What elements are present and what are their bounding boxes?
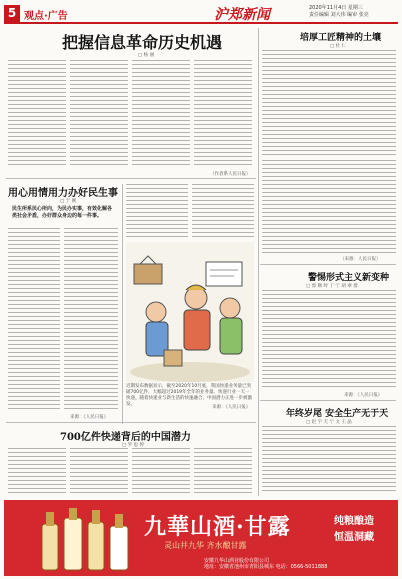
right-article-1-source: （来源：人民日报） xyxy=(340,257,381,262)
bottom-article-title: 700亿件快递背后的中国潜力 xyxy=(60,432,191,443)
ad-side-line-2: 恒温洞藏 xyxy=(334,532,374,543)
bottom-article-col-1 xyxy=(8,448,66,494)
main-article-col-1 xyxy=(8,60,66,168)
right-article-2-byline: □ 郭 顺 时 丁 宁 胡 翠 群 xyxy=(306,284,358,289)
illustration-caption: 近期发布数据显示，截至2020年10月底，我国快递业务量已突破700亿件，大幅超过2019年全年的业务量。快递行业一天一快递。随着快递业与新生活的快速融合，中国潜力正进一步被激发。 xyxy=(126,384,252,407)
bottom-article-col-4 xyxy=(194,448,252,494)
bottles-image xyxy=(34,506,134,574)
main-article-col-4 xyxy=(194,60,252,168)
right-article-2-text xyxy=(262,290,396,390)
left-article-col-2 xyxy=(64,228,118,412)
right-article-2-source: 来源：《人民日报》 xyxy=(344,393,383,398)
divider xyxy=(260,400,396,401)
ad-side-line-1: 纯粮酿造 xyxy=(334,516,374,527)
right-article-3-text xyxy=(262,426,396,494)
main-article-source: （作者系人民日报） xyxy=(210,172,251,177)
main-article-title: 把握信息革命历史机遇 xyxy=(62,33,223,52)
column-divider xyxy=(258,28,259,496)
bottom-article-byline: □ 罗 思 婷 xyxy=(122,443,145,448)
right-article-2-title: 警惕形式主义新变种 xyxy=(308,273,390,283)
page-header xyxy=(4,4,398,24)
middle-article-source: 来源：《人民日报》 xyxy=(212,405,251,410)
editor-line: 责任编辑 刘大伟 编审 张亮 xyxy=(309,12,369,18)
liquor-advertisement[interactable] xyxy=(4,500,398,576)
ad-brand: 九華山酒·甘露 xyxy=(144,514,291,540)
left-article-byline: □ 于 刚 xyxy=(60,199,77,204)
left-article-source: 来源：《人民日报》 xyxy=(70,415,109,420)
cartoon-illustration xyxy=(126,242,254,382)
divider xyxy=(6,178,256,179)
ad-slogan: 灵山井九华 齐水酿甘露 xyxy=(164,541,247,550)
middle-article-text-top xyxy=(126,184,188,238)
right-article-3-byline: □ 赵 宇 天 宁 文 王 晶 xyxy=(306,420,352,425)
right-article-1-text-2 xyxy=(262,160,396,254)
ad-company-address: 地址：安徽省池州市青阳县城东 电话：0566-5011888 xyxy=(204,564,328,570)
right-article-1-text xyxy=(262,50,396,156)
divider xyxy=(260,264,396,265)
main-article-byline: □ 杨 丽 xyxy=(138,53,155,58)
main-article-col-3 xyxy=(132,60,190,168)
right-article-1-title: 培厚工匠精神的土壤 xyxy=(300,33,382,43)
divider xyxy=(122,184,123,424)
newspaper-logo: 沪郑新闻 xyxy=(214,7,270,23)
right-article-1-byline: □ 杜 仁 xyxy=(330,44,347,49)
ad-company xyxy=(204,558,327,570)
section-title: 观点·广告 xyxy=(24,11,68,22)
middle-article-text-top-2 xyxy=(192,184,254,238)
left-article-lead: 民生所系民心所向，为民办实事，有效化解各类社会矛盾，办好群众身边的每一件事。 xyxy=(12,206,113,219)
left-article-title: 用心用情用力办好民生事 xyxy=(8,188,118,199)
date-line: 2020年11月4日 星期三 xyxy=(309,5,363,11)
left-article-col-1 xyxy=(8,228,60,412)
page-number: 5 xyxy=(4,5,20,22)
ad-side-text xyxy=(334,514,374,546)
right-article-3-title: 年终岁尾 安全生产无于天 xyxy=(286,409,389,419)
divider xyxy=(6,422,256,423)
date-block xyxy=(309,5,369,19)
bottom-article-col-3 xyxy=(132,448,190,494)
main-article-col-2 xyxy=(70,60,128,168)
ad-company-name: 安徽九华山酒业股份有限公司 xyxy=(204,558,270,564)
bottom-article-col-2 xyxy=(70,448,128,494)
